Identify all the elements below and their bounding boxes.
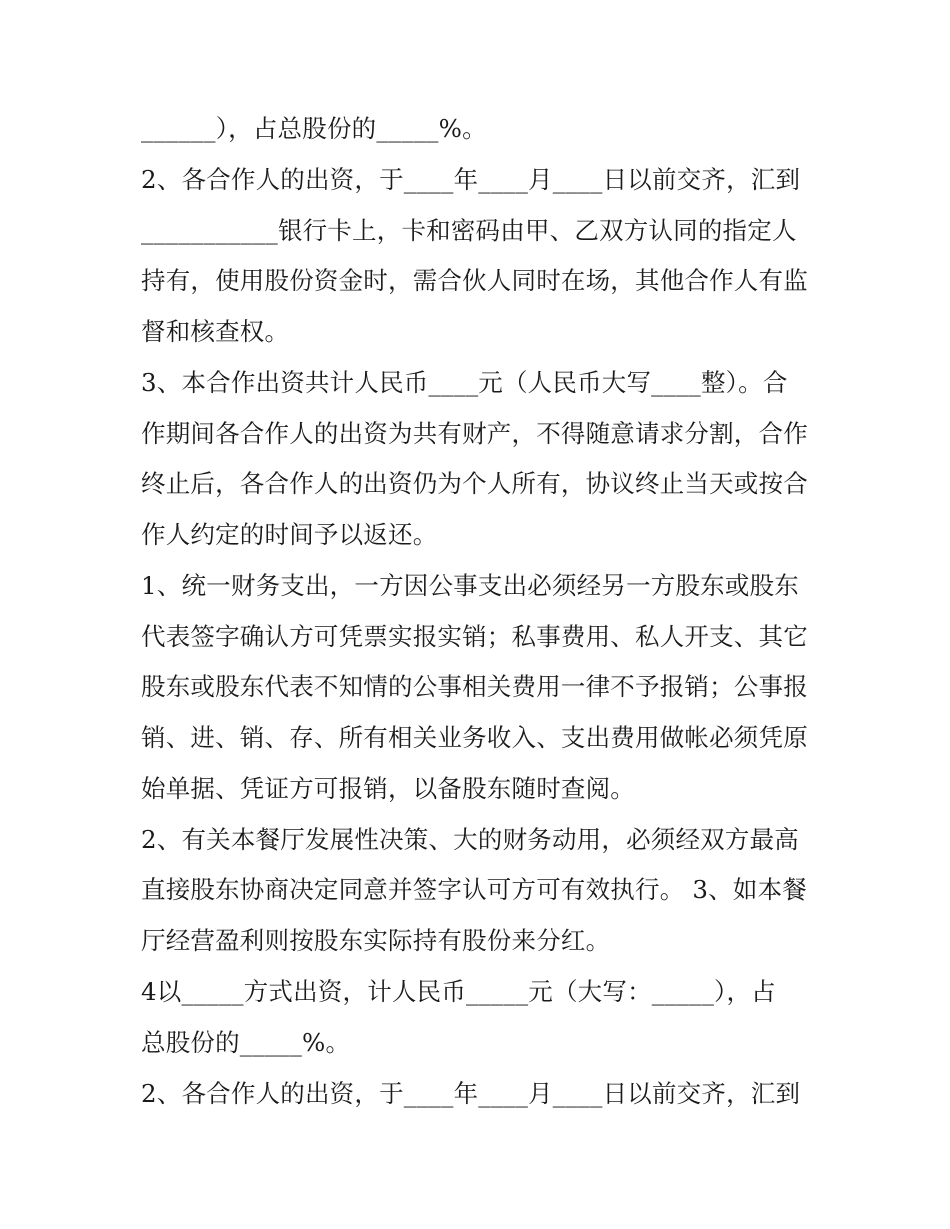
text-line: 作人约定的时间予以返还。 [141,520,438,549]
text-line: 持有，使用股份资金时，需合伙人同时在场，其他合作人有监 [141,266,808,295]
text-line: 2、有关本餐厅发展性决策、大的财务动用，必须经双方最高 [141,825,799,854]
text-line: 3、本合作出资共计人民币____元（人民币大写____整）。合 [141,368,788,397]
text-line: 4以_____方式出资，计人民币_____元（大写：_____），占 [141,977,776,1006]
text-line: 代表签字确认方可凭票实报实销；私事费用、私人开支、其它 [141,622,808,651]
text-line: ___________银行卡上，卡和密码由甲、乙双方认同的指定人 [141,216,797,245]
text-line: 作期间各合作人的出资为共有财产，不得随意请求分割，合作 [141,419,808,448]
text-line: 总股份的_____%。 [141,1028,351,1057]
text-line: 始单据、凭证方可报销，以备股东随时查阅。 [141,774,635,803]
text-line: 1、统一财务支出，一方因公事支出必须经另一方股东或股东 [141,571,799,600]
text-line: 股东或股东代表不知情的公事相关费用一律不予报销；公事报 [141,672,808,701]
text-line: 直接股东协商决定同意并签字认可方可有效执行。 3、如本餐 [141,875,807,904]
text-line: 厅经营盈利则按股东实际持有股份来分红。 [141,926,611,955]
text-line: 2、各合作人的出资，于____年____月____日以前交齐，汇到 [141,165,801,194]
text-line: 销、进、销、存、所有相关业务收入、支出费用做帐必须凭原 [141,723,808,752]
text-line: ______），占总股份的_____%。 [141,114,487,143]
text-line: 终止后，各合作人的出资仍为个人所有，协议终止当天或按合 [141,469,808,498]
text-line: 2、各合作人的出资，于____年____月____日以前交齐，汇到 [141,1079,801,1108]
text-line: 督和核查权。 [141,317,290,346]
